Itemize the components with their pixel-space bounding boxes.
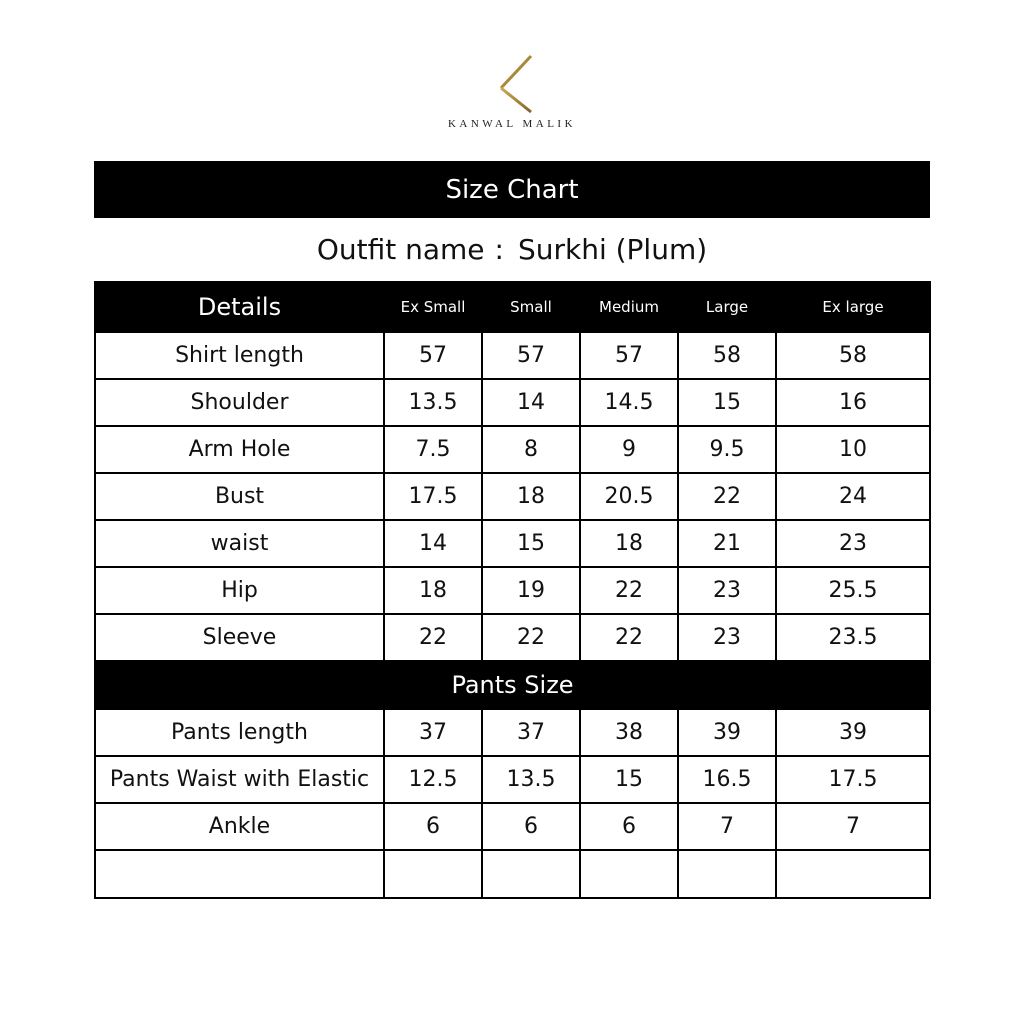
header-medium: Medium (580, 282, 678, 332)
brand-name: KANWAL MALIK (447, 118, 577, 130)
size-value-cell: 23 (678, 567, 776, 614)
size-value-cell: 6 (482, 803, 580, 850)
size-value-cell: 15 (678, 379, 776, 426)
size-value-cell: 39 (678, 709, 776, 756)
size-value-cell: 38 (580, 709, 678, 756)
row-label: Hip (95, 567, 384, 614)
empty-cell (95, 850, 384, 898)
size-value-cell: 15 (580, 756, 678, 803)
size-value-cell: 18 (384, 567, 482, 614)
size-value-cell: 25.5 (776, 567, 930, 614)
size-value-cell: 16.5 (678, 756, 776, 803)
header-large: Large (678, 282, 776, 332)
row-label: Pants Waist with Elastic (95, 756, 384, 803)
empty-cell (678, 850, 776, 898)
outfit-line (0, 226, 1024, 272)
size-value-cell: 7 (678, 803, 776, 850)
size-value-cell: 22 (678, 473, 776, 520)
size-chart-title: Size Chart (94, 161, 930, 218)
size-value-cell: 57 (482, 332, 580, 379)
size-value-cell: 6 (384, 803, 482, 850)
pants-section-row (95, 661, 930, 709)
kanwal-malik-k-monogram-icon (489, 52, 535, 116)
table-row (95, 567, 930, 614)
size-value-cell: 23.5 (776, 614, 930, 661)
size-value-cell: 39 (776, 709, 930, 756)
row-label: Sleeve (95, 614, 384, 661)
size-value-cell: 22 (580, 614, 678, 661)
size-value-cell: 19 (482, 567, 580, 614)
empty-row (95, 850, 930, 898)
size-value-cell: 14 (384, 520, 482, 567)
size-value-cell: 16 (776, 379, 930, 426)
size-table (94, 281, 931, 899)
size-value-cell: 8 (482, 426, 580, 473)
row-label: Shirt length (95, 332, 384, 379)
size-value-cell: 13.5 (384, 379, 482, 426)
table-row (95, 614, 930, 661)
table-row (95, 803, 930, 850)
outfit-value: Surkhi (Plum) (517, 232, 708, 266)
size-value-cell: 37 (384, 709, 482, 756)
row-label: Ankle (95, 803, 384, 850)
table-row (95, 709, 930, 756)
header-small: Small (482, 282, 580, 332)
outfit-label: Outfit name (316, 232, 485, 266)
size-value-cell: 9.5 (678, 426, 776, 473)
size-value-cell: 23 (776, 520, 930, 567)
size-value-cell: 23 (678, 614, 776, 661)
row-label: Shoulder (95, 379, 384, 426)
table-row (95, 332, 930, 379)
table-row (95, 756, 930, 803)
size-value-cell: 14 (482, 379, 580, 426)
size-value-cell: 15 (482, 520, 580, 567)
size-value-cell: 9 (580, 426, 678, 473)
size-value-cell: 12.5 (384, 756, 482, 803)
size-value-cell: 17.5 (776, 756, 930, 803)
size-value-cell: 18 (580, 520, 678, 567)
size-value-cell: 22 (580, 567, 678, 614)
table-row (95, 520, 930, 567)
size-value-cell: 10 (776, 426, 930, 473)
size-value-cell: 22 (482, 614, 580, 661)
table-header-row (95, 282, 930, 332)
size-value-cell: 7 (776, 803, 930, 850)
brand-logo (0, 52, 1024, 130)
size-value-cell: 58 (776, 332, 930, 379)
row-label: Pants length (95, 709, 384, 756)
size-value-cell: 14.5 (580, 379, 678, 426)
row-label: waist (95, 520, 384, 567)
size-value-cell: 22 (384, 614, 482, 661)
size-value-cell: 17.5 (384, 473, 482, 520)
size-value-cell: 21 (678, 520, 776, 567)
size-value-cell: 57 (580, 332, 678, 379)
outfit-separator: : (494, 232, 504, 266)
size-value-cell: 58 (678, 332, 776, 379)
size-value-cell: 18 (482, 473, 580, 520)
header-ex-small: Ex Small (384, 282, 482, 332)
header-ex-large: Ex large (776, 282, 930, 332)
table-row (95, 426, 930, 473)
empty-cell (384, 850, 482, 898)
empty-cell (580, 850, 678, 898)
size-value-cell: 20.5 (580, 473, 678, 520)
size-value-cell: 6 (580, 803, 678, 850)
empty-cell (482, 850, 580, 898)
row-label: Arm Hole (95, 426, 384, 473)
table-row (95, 473, 930, 520)
table-row (95, 379, 930, 426)
row-label: Bust (95, 473, 384, 520)
pants-section-title: Pants Size (95, 661, 930, 709)
header-details: Details (95, 282, 384, 332)
size-value-cell: 7.5 (384, 426, 482, 473)
empty-cell (776, 850, 930, 898)
size-value-cell: 24 (776, 473, 930, 520)
size-value-cell: 37 (482, 709, 580, 756)
size-value-cell: 13.5 (482, 756, 580, 803)
size-value-cell: 57 (384, 332, 482, 379)
